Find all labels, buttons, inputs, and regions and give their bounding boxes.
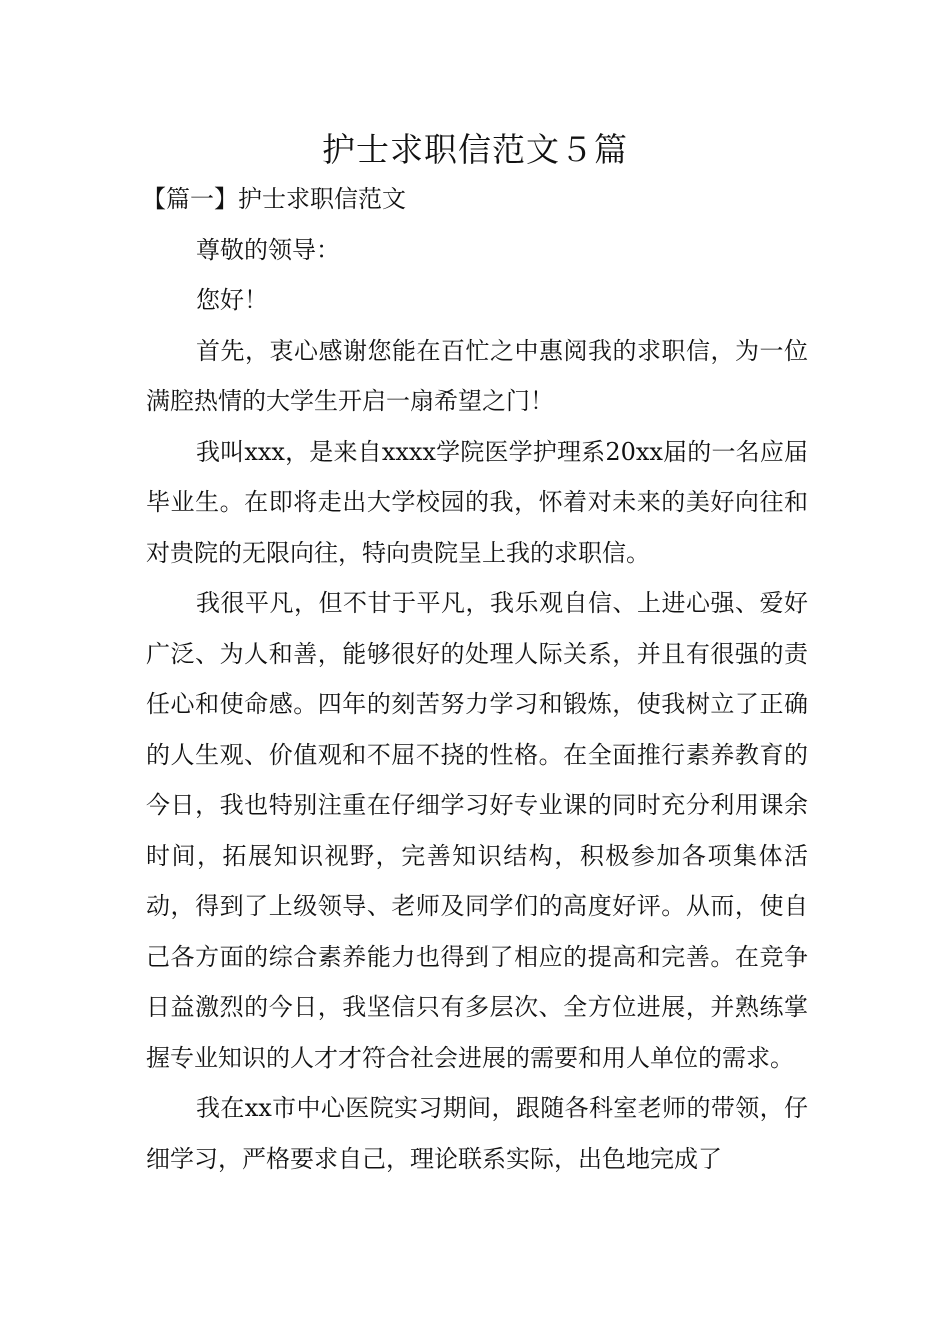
body-paragraph-internship: 我在xx市中心医院实习期间，跟随各科室老师的带领，仔细学习，严格要求自己，理论联系实际，出色地完成了 bbox=[146, 1094, 808, 1173]
document-body bbox=[142, 174, 808, 1184]
salutation: 尊敬的领导： bbox=[196, 235, 340, 264]
section-heading: 【篇一】护士求职信范文 bbox=[142, 185, 406, 213]
greeting: 您好！ bbox=[196, 286, 268, 314]
body-paragraph-introduction: 我叫xxx，是来自xxxx学院医学护理系20xx届的一名应届毕业生。在即将走出大学校园的我，怀着对未来的美好向往和对贵院的无限向往，特向贵院呈上我的求职信。 bbox=[146, 437, 808, 567]
body-paragraph-thanks: 首先，衷心感谢您能在百忙之中惠阅我的求职信，为一位满腔热情的大学生开启一扇希望之门！ bbox=[146, 336, 808, 415]
document-title: 护士求职信范文５篇 bbox=[322, 130, 628, 169]
body-paragraph-personality: 我很平凡，但不甘于平凡，我乐观自信、上进心强、爱好广泛、为人和善，能够很好的处理人际关系，并且有很强的责任心和使命感。四年的刻苦努力学习和锻炼，使我树立了正确的人生观、价值观和不屈不挠的性格。在全面推行素养教育的今日，我也特别注重在仔细学习好专业课的同时充分利用课余时间，拓展知识视野，完善知识结构，积极参加各项集体活动，得到了上级领导、老师及同学们的高度好评。从而，使自己各方面的综合素养能力也得到了相应的提高和完善。在竞争日益激烈的今日，我坚信只有多层次、全方位进展，并熟练掌握专业知识的人才才符合社会进展的需要和用人单位的需求。 bbox=[146, 589, 808, 1072]
